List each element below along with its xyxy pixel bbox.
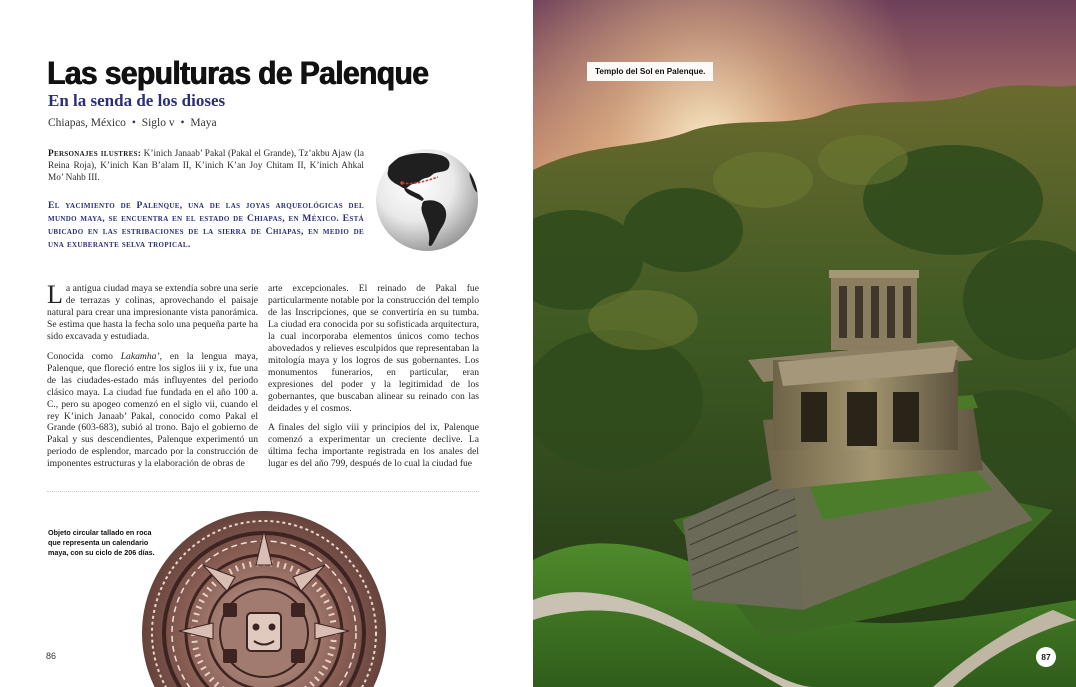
image-caption: Objeto circular tallado en roca que representa un calendario maya, con su ciclo de 206 días. <box>48 528 155 557</box>
photo-caption: Templo del Sol en Palenque. <box>587 62 713 81</box>
body-paragraph: A finales del siglo viii y principios del ix, Palenque comenzó a experimentar un creciente declive. La última fecha importante registrada en los anales del lugar es del año 799, después de lo cual la ciudad fue <box>268 422 479 470</box>
meta-separator: • <box>131 117 136 129</box>
body-text: Conocida como <box>47 350 121 362</box>
meta-culture: Maya <box>190 117 217 129</box>
personajes-text: K’inich Janaab’ Pakal (Pakal el Grande), Tz’akbu Ajaw (la Reina Roja), K’inich Kan B’alam II, K’inich K’an Joy Chitam II, K’inich Ahkal Mo’ Nahb III. <box>48 149 364 184</box>
body-paragraph: arte excepcionales. El reinado de Pakal fue particularmente notable por la construcción del templo de las Inscripciones, que se convertiría en su tumba. La ciudad era conocida por su sofisticada arquitectura, la cual incorporaba elementos únicos como techos abovedados y relieves esculpidos que representaban la mitología maya y los logros de sus gobernantes. Los monumentos funerarios, en particular, eran expresiones del poder y la legitimidad de los gobernantes, que buscaban alinear su reinado con las deidades y el cosmos. <box>268 283 479 414</box>
article-subtitle: En la senda de los dioses <box>48 91 226 110</box>
body-text: a antigua ciudad maya se extendía sobre una serie de terrazas y colinas, aprovechando el paisaje natural para crear una impresionante vista panorámica. Se estima que hasta la fecha solo una pequeña parte ha sido excavada y estudiada. <box>47 283 258 342</box>
meta-separator: • <box>180 117 185 129</box>
meta-century: Siglo v <box>141 117 175 129</box>
body-column-2 <box>268 283 479 478</box>
personajes-label: Personajes ilustres: <box>48 149 142 159</box>
section-divider <box>47 491 479 494</box>
personajes-ilustres <box>48 148 364 184</box>
article-title: Las sepulturas de Palenque <box>47 56 429 92</box>
right-page <box>533 0 1076 687</box>
page-number-right: 87 <box>1036 647 1056 667</box>
body-column-1 <box>47 280 258 478</box>
body-paragraph <box>47 351 258 471</box>
globe-map-icon <box>374 147 480 253</box>
body-paragraph <box>47 280 258 343</box>
body-emphasis: Lakamha’ <box>120 350 160 362</box>
temple-photo <box>533 0 1076 687</box>
lead-paragraph: El yacimiento de Palenque, una de las joyas arqueológicas del mundo maya, se encuentra en el estado de Chiapas, en México. Está ubicado en las estribaciones de la sierra de Chiapas, en medio de una exuberante selva tropical. <box>48 200 364 250</box>
left-page <box>0 0 533 687</box>
drop-cap: L <box>47 280 63 309</box>
page-number-left: 86 <box>46 651 57 661</box>
meta-place: Chiapas, México <box>48 117 126 129</box>
article-meta <box>48 117 217 129</box>
calendar-stone-image <box>139 503 389 687</box>
body-text: , en la lengua maya, Palenque, que floreció entre los siglos iii y ix, fue una de las ciudades-estado más influyentes del periodo clásico maya. La ciudad fue fundada en el año 100 a. C., pero su apogeo comenzó en el siglo vii, cuando el rey K’inich Janaab’ Pakal, conocido como Pakal el Grande (603-683), subió al trono. Bajo el gobierno de Pakal y sus descendientes, Palenque experimentó un periodo de esplendor, marcado por la construcción de imponentes estructuras y la elaboración de obras de <box>47 350 258 470</box>
